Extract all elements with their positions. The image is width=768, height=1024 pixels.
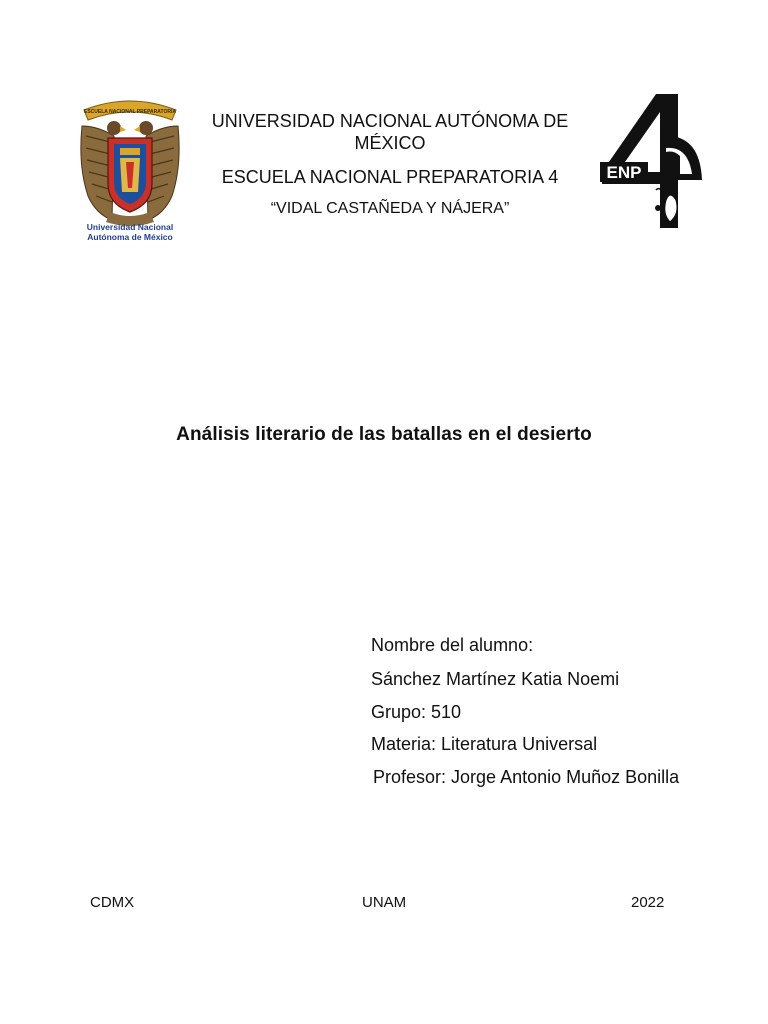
enp-letters: ENP (606, 163, 642, 182)
footer-institution: UNAM (362, 894, 407, 911)
unam-crest-icon (74, 96, 186, 244)
student-name: Sánchez Martínez Katia Noemi (371, 669, 620, 689)
student-teacher: Profesor: Jorge Antonio Muñoz Bonilla (373, 767, 680, 787)
footer-city: CDMX (90, 894, 135, 911)
document-title: Análisis literario de las batallas en el desierto (176, 424, 592, 445)
enp4-emblem-icon (596, 90, 708, 232)
crest-banner-text: ESCUELA NACIONAL PREPARATORIA (84, 109, 176, 115)
school-motto: “VIDAL CASTAÑEDA Y NÁJERA” (270, 200, 510, 217)
student-group: Grupo: 510 (371, 702, 462, 722)
university-name: UNIVERSIDAD NACIONAL AUTÓNOMA DE MÉXICO (211, 111, 569, 153)
unam-crest (74, 96, 186, 244)
crest-caption-line2: Autónoma de México (87, 232, 173, 242)
footer-year: 2022 (631, 894, 665, 911)
student-subject: Materia: Literatura Universal (371, 734, 598, 754)
crest-caption-line1: Universidad Nacional (86, 222, 174, 232)
school-name: ESCUELA NACIONAL PREPARATORIA 4 (221, 167, 559, 187)
student-name-label: Nombre del alumno: (371, 635, 534, 655)
enp4-emblem (596, 90, 708, 232)
